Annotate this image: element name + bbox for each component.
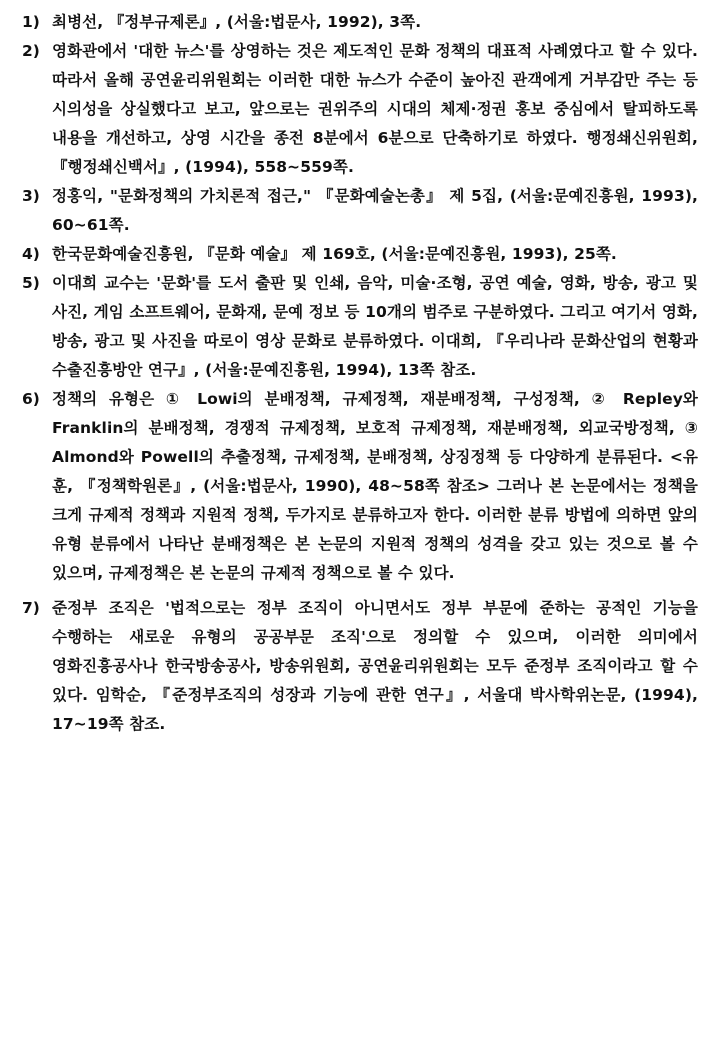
footnote-number: 5) (22, 274, 40, 292)
footnote-5 (22, 269, 698, 385)
footnote-3 (22, 182, 698, 240)
footnote-number: 3) (22, 187, 40, 205)
footnote-number: 6) (22, 390, 40, 408)
footnote-text: 준정부 조직은 '법적으로는 정부 조직이 아니면서도 정부 부문에 준하는 공적인 기능을 수행하는 새로운 유형의 공공부문 조직'으로 정의할 수 있으며, 이러한 의미에서 영화진흥공사나 한국방송공사, 방송위원회, 공연윤리위원회는 모두 준정부 조직이라고 할 수 있다. 임학순, 『준정부조직의 성장과 기능에 관한 연구』, 서울대 박사학위논문, (1994), 17∼19쪽 참조. (52, 599, 698, 733)
footnote-text: 정홍익, "문화정책의 가치론적 접근," 『문화예술논총』 제 5집, (서울:문예진흥원, 1993), 60∼61쪽. (52, 187, 698, 234)
footnote-text: 이대희 교수는 '문화'를 도서 출판 및 인쇄, 음악, 미술·조형, 공연 예술, 영화, 방송, 광고 및 사진, 게임 소프트웨어, 문화재, 문예 정보 등 10개의 범주로 구분하였다. 그리고 여기서 영화, 방송, 광고 및 사진을 따로이 영상 문화로 분류하였다. 이대희, 『우리나라 문화산업의 현황과 수출진흥방안 연구』, (서울:문예진흥원, 1994), 13쪽 참조. (52, 274, 698, 379)
footnote-6 (22, 385, 698, 588)
footnote-text: 영화관에서 '대한 뉴스'를 상영하는 것은 제도적인 문화 정책의 대표적 사례였다고 할 수 있다. 따라서 올해 공연윤리위원회는 이러한 대한 뉴스가 수준이 높아진 관객에게 거부감만 주는 등 시의성을 상실했다고 보고, 앞으로는 권위주의 시대의 체제·정권 홍보 중심에서 탈피하도록 내용을 개선하고, 상영 시간을 종전 8분에서 6분으로 단축하기로 하였다. 행정쇄신위원회, 『행정쇄신백서』, (1994), 558∼559쪽. (52, 42, 698, 176)
footnote-4 (22, 240, 698, 269)
footnote-2 (22, 37, 698, 182)
footnote-number: 1) (22, 13, 40, 31)
footnote-text: 한국문화예술진흥원, 『문화 예술』 제 169호, (서울:문예진흥원, 1993), 25쪽. (52, 245, 617, 263)
footnote-1 (22, 8, 698, 37)
footnote-number: 2) (22, 42, 40, 60)
footnote-number: 4) (22, 245, 40, 263)
footnote-7 (22, 594, 698, 739)
footnote-text: 정책의 유형은 ① Lowi의 분배정책, 규제정책, 재분배정책, 구성정책, ② Repley와 Franklin의 분배정책, 경쟁적 규제정책, 보호적 규제정책, 재분배정책, 외교국방정책, ③ Almond와 Powell의 추출정책, 규제정책, 분배정책, 상징정책 등 다양하게 분류된다. <유 훈, 『정책학원론』, (서울:법문사, 1990), 48∼58쪽 참조> 그러나 본 논문에서는 정책을 크게 규제적 정책과 지원적 정책, 두가지로 분류하고자 한다. 이러한 분류 방법에 의하면 앞의 유형 분류에서 나타난 분배정책은 본 논문의 지원적 정책의 성격을 갖고 있는 것으로 볼 수 있으며, 규제정책은 본 논문의 규제적 정책으로 볼 수 있다. (52, 390, 698, 582)
footnote-text: 최병선, 『정부규제론』, (서울:법문사, 1992), 3쪽. (52, 13, 422, 31)
footnote-number: 7) (22, 599, 40, 617)
